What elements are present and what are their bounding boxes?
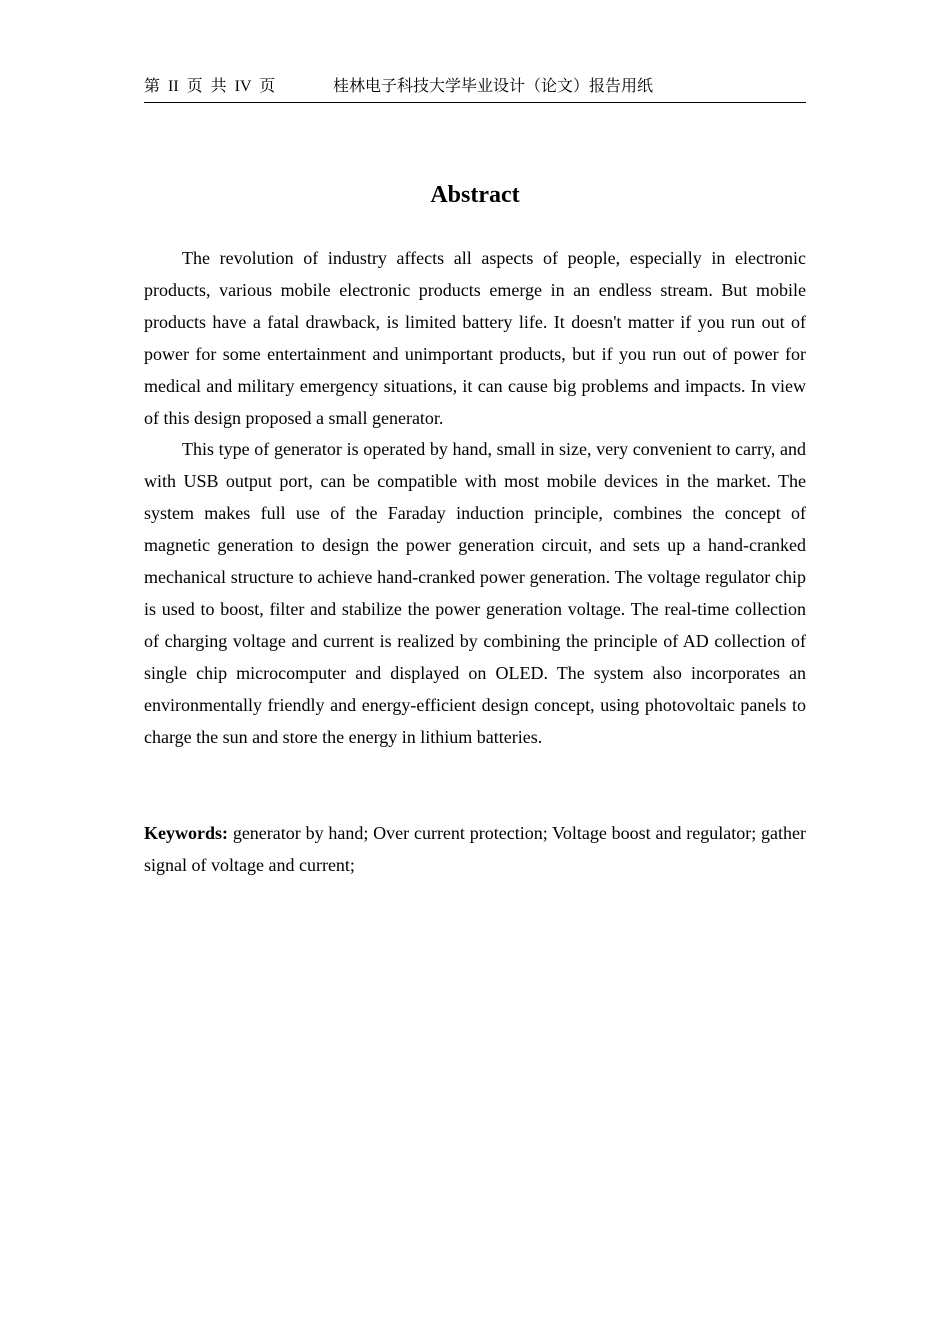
page-header	[144, 76, 806, 103]
page-number: 第 II 页 共 IV 页	[144, 78, 276, 95]
university-name: 桂林电子科技大学毕业设计（论文）报告用纸	[333, 78, 654, 95]
keywords-label: Keywords:	[144, 823, 228, 843]
keywords-section	[144, 818, 806, 882]
abstract-paragraph-1: The revolution of industry affects all aspects of people, especially in electronic products, various mobile electronic products emerge in an endless stream. But mobile products have a fatal drawback, is limited battery life. It doesn't matter if you run out of power for some entertainment and unimportant products, but if you run out of power for medical and military emergency situations, it can cause big problems and impacts. In view of this design proposed a small generator.	[144, 248, 806, 428]
abstract-body	[144, 243, 806, 754]
abstract-paragraph-2: This type of generator is operated by hand, small in size, very convenient to carry, and with USB output port, can be compatible with most mobile devices in the market. The system makes full use of the Faraday induction principle, combines the concept of magnetic generation to design the power generation circuit, and sets up a hand-cranked mechanical structure to achieve hand-cranked power generation. The voltage regulator chip is used to boost, filter and stabilize the power generation voltage. The real-time collection of charging voltage and current is realized by combining the principle of AD collection of single chip microcomputer and displayed on OLED. The system also incorporates an environmentally friendly and energy-efficient design concept, using photovoltaic panels to charge the sun and store the energy in lithium batteries.	[144, 439, 806, 747]
page-title: Abstract	[430, 182, 520, 208]
keywords-text: generator by hand; Over current protection; Voltage boost and regulator; gather signal of voltage and current;	[144, 823, 806, 875]
